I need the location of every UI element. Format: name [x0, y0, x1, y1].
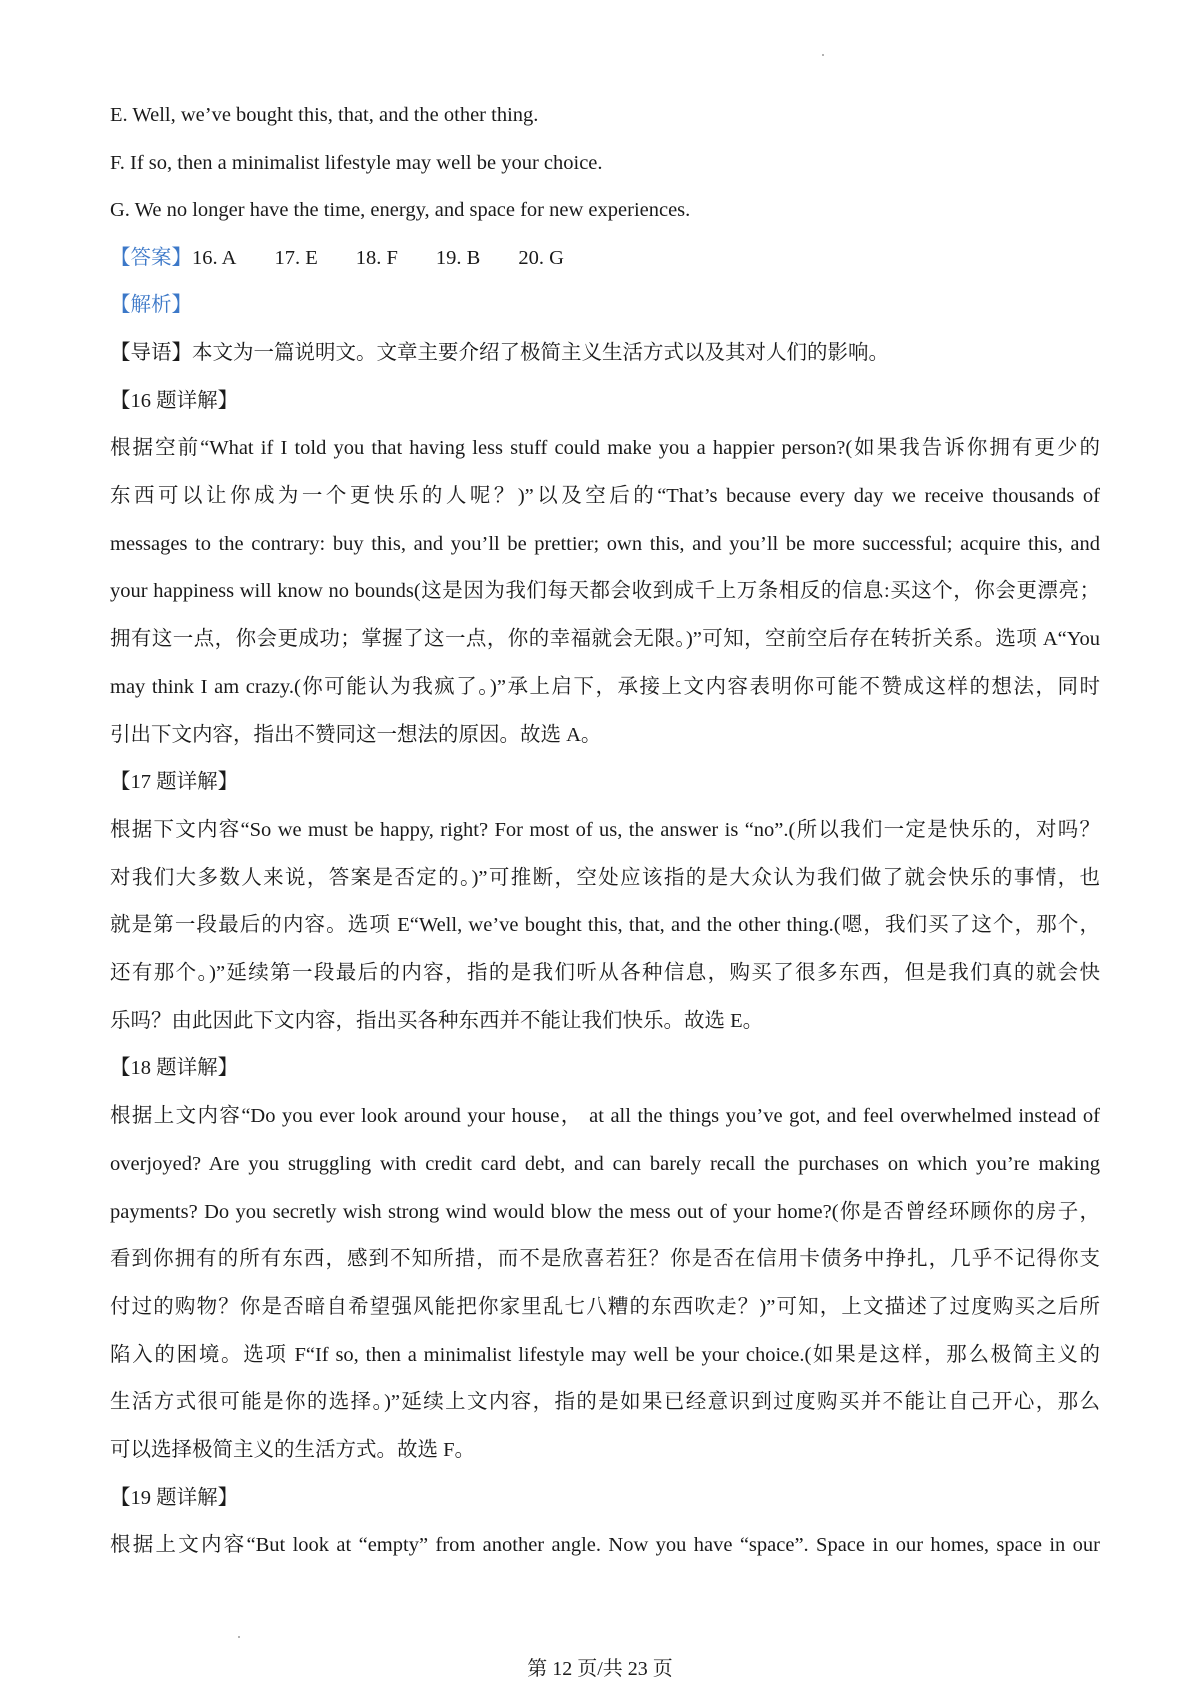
q17-line: 根据下文内容“So we must be happy, right? For most of us, the answer is “no”.(所以我们一定是快乐的，对吗？ [110, 818, 1100, 841]
intro-text: 【导语】本文为一篇说明文。文章主要介绍了极简主义生活方式以及其对人们的影响。 [110, 341, 889, 364]
q18-line: 陷入的困境。选项 F“If so, then a minimalist lifestyle may well be your choice.(如果是这样，那么极简主义的 [110, 1343, 1100, 1366]
scan-speck [238, 1636, 240, 1638]
q16-line: 东西可以让你成为一个更快乐的人呢？)”以及空后的“That’s because every day we receive thousands of [110, 485, 1100, 508]
q18-line: overjoyed? Are you struggling with credit card debt, and can barely recall the purchases on which you’re making [110, 1152, 1100, 1175]
q19-heading: 【19 题详解】 [110, 1486, 239, 1509]
answer-item: 18. F [355, 246, 398, 269]
q16-line: messages to the contrary: buy this, and you’ll be prettier; own this, and you’ll be more successful; acquire this, and [110, 532, 1100, 555]
q17-line: 对我们大多数人来说，答案是否定的。)”可推断，空处应该指的是大众认为我们做了就会快乐的事情，也 [110, 866, 1100, 889]
q16-heading: 【16 题详解】 [110, 389, 239, 412]
option-e: E. Well, we’ve bought this, that, and the other thing. [110, 104, 539, 126]
answer-item: 19. B [435, 246, 481, 269]
analysis-label: 【解析】 [110, 294, 192, 317]
q18-line: 付过的购物？你是否暗自希望强风能把你家里乱七八糟的东西吹走？)”可知，上文描述了过度购买之后所 [110, 1295, 1100, 1318]
q18-line: 生活方式很可能是你的选择。)”延续上文内容，指的是如果已经意识到过度购买并不能让自己开心，那么 [110, 1391, 1100, 1414]
answer-item: 20. G [518, 246, 564, 269]
option-f: F. If so, then a minimalist lifestyle may well be your choice. [110, 151, 603, 174]
q17-line: 乐吗？由此因此下文内容，指出买各种东西并不能让我们快乐。故选 E。 [110, 1009, 764, 1032]
option-g: G. We no longer have the time, energy, and space for new experiences. [110, 199, 691, 221]
q18-heading: 【18 题详解】 [110, 1057, 239, 1080]
q18-line: 根据上文内容“Do you ever look around your house， at all the things you’ve got, and feel overwhelmed instead of [110, 1105, 1100, 1128]
q19-line: 根据上文内容“But look at “empty” from another angle. Now you have “space”. Space in our homes, space in our [110, 1534, 1100, 1557]
answer-label: 【答案】 [110, 246, 192, 269]
q17-line: 就是第一段最后的内容。选项 E“Well, we’ve bought this, that, and the other thing.(嗯，我们买了这个，那个， [110, 914, 1100, 937]
q17-heading: 【17 题详解】 [110, 771, 239, 794]
q16-line: may think I am crazy.(你可能认为我疯了。)”承上启下，承接上文内容表明你可能不赞成这样的想法，同时 [110, 675, 1100, 698]
q16-line: 引出下文内容，指出不赞同这一想法的原因。故选 A。 [110, 723, 602, 746]
document-page [110, 92, 1100, 1570]
q16-line: 根据空前“What if I told you that having less stuff could make you a happier person?(如果我告诉你拥有更少的 [110, 437, 1100, 460]
answer-item: 17. E [274, 246, 318, 269]
scan-speck [822, 54, 824, 56]
q18-line: 看到你拥有的所有东西，感到不知所措，而不是欣喜若狂？你是否在信用卡债务中挣扎，几乎不记得你支 [110, 1248, 1100, 1271]
q18-line: payments? Do you secretly wish strong wind would blow the mess out of your home?(你是否曾经环顾你的房子， [110, 1200, 1100, 1223]
q17-line: 还有那个。)”延续第一段最后的内容，指的是我们听从各种信息，购买了很多东西，但是我们真的就会快 [110, 962, 1100, 985]
q18-line: 可以选择极简主义的生活方式。故选 F。 [110, 1439, 476, 1462]
answer-item: 16. A [192, 246, 237, 269]
answer-row [110, 235, 1100, 283]
q16-line: your happiness will know no bounds(这是因为我们每天都会收到成千上万条相反的信息:买这个，你会更漂亮； [110, 580, 1100, 603]
page-number: 第 12 页/共 23 页 [527, 1658, 673, 1680]
q16-line: 拥有这一点，你会更成功；掌握了这一点，你的幸福就会无限。)”可知，空前空后存在转折关系。选项 A“You [110, 628, 1100, 651]
